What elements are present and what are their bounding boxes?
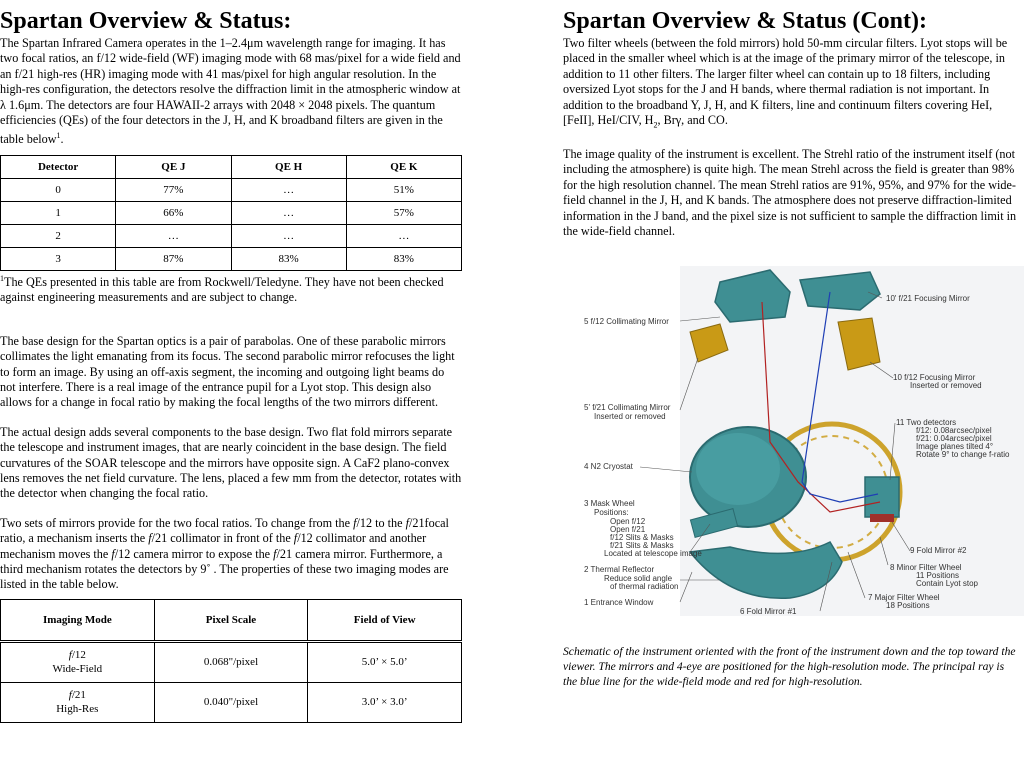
table-cell: 0.040"/pixel bbox=[154, 682, 308, 722]
label-thermal-reflector-note1: Reduce solid angle bbox=[604, 574, 673, 583]
italic-run: f bbox=[353, 515, 357, 530]
table-cell: 2 bbox=[1, 224, 116, 247]
intro-text: The Spartan Infrared Camera operates in the 1–2.4μm wavelength range for imaging. It has two focal ratios, an f/12 wide-field (WF) imaging mode with 68 mas/pixel for a wide field and an f/21 high-res (HR) imaging mode with 41 mas/pixel for high angular resolution. In the high-res configuration, the detectors resolve the diffraction limit in the atmospheric window at λ 1.6μm. The detectors are four HAWAII-2 arrays with 2048 × 2048 pixels. The quantum efficiencies (QEs) of the four detectors in the J, H, and K broadband filters are given in the table below bbox=[0, 36, 461, 147]
mirrors-paragraph bbox=[0, 516, 462, 593]
label-fold-mirror-1: 6 Fold Mirror #1 bbox=[740, 607, 797, 616]
table-row bbox=[1, 201, 462, 224]
mode-ratio: /12 bbox=[71, 649, 86, 662]
italic-run: f bbox=[148, 531, 152, 546]
table-cell: 51% bbox=[346, 178, 461, 201]
label-detectors-f21: f/21: 0.04arcsec/pixel bbox=[916, 434, 992, 443]
qe-header-row bbox=[1, 155, 462, 178]
label-entrance-window: 1 Entrance Window bbox=[584, 598, 654, 607]
table-cell: 87% bbox=[116, 247, 231, 270]
qe-footnote bbox=[0, 271, 462, 306]
mode-cell bbox=[1, 682, 155, 722]
label-f21-collimating-mirror-note: Inserted or removed bbox=[594, 412, 666, 421]
label-mask-wheel-location: Located at telescope image bbox=[604, 549, 702, 558]
label-detectors-f12: f/12: 0.08arcsec/pixel bbox=[916, 426, 992, 435]
subscript-run: 2 bbox=[653, 120, 658, 130]
qe-header-cell: QE J bbox=[116, 155, 231, 178]
label-f21-collimating-mirror: 5' f/21 Collimating Mirror bbox=[584, 403, 671, 412]
table-cell: 57% bbox=[346, 201, 461, 224]
mode-cell bbox=[1, 641, 155, 682]
table-row bbox=[1, 682, 462, 722]
label-f12-focusing-mirror: 10 f/12 Focusing Mirror bbox=[893, 373, 976, 382]
mode-ratio: /21 bbox=[71, 689, 86, 702]
filters-paragraph bbox=[563, 36, 1024, 133]
text-run: /12 camera mirror to expose the bbox=[114, 546, 274, 561]
left-column bbox=[0, 0, 462, 723]
italic-run: f bbox=[111, 546, 115, 561]
text-run: Two filter wheels (between the fold mirrors) hold 50-mm circular filters. Lyot stops will be placed in the smaller wheel which is at the image of the primary mirror of the telescope, in addition to 11 other filters. The larger filter wheel can contain up to 18 filters, including oversized Lyot stops for the J and H bands, where thermal radiation is not important. In addition to the broadband Y, J, H, and K filters, line and continuum filters covering HeI, [FeII], HeI/CIV, H bbox=[563, 36, 1008, 128]
label-mask-wheel: 3 Mask Wheel bbox=[584, 499, 635, 508]
label-thermal-reflector: 2 Thermal Reflector bbox=[584, 565, 655, 574]
table-cell: 66% bbox=[116, 201, 231, 224]
label-major-filter-wheel-pos: 18 Positions bbox=[886, 601, 930, 610]
table-cell: 77% bbox=[116, 178, 231, 201]
qe-table bbox=[0, 155, 462, 271]
table-cell: 83% bbox=[346, 247, 461, 270]
table-cell: … bbox=[346, 224, 461, 247]
label-f12-collimating-mirror: 5 f/12 Collimating Mirror bbox=[584, 317, 669, 326]
table-cell: … bbox=[231, 224, 346, 247]
base-design-paragraph: The base design for the Spartan optics is a pair of parabolas. One of these parabolic mirrors collimates the light emanating from its focus. The second parabolic mirror refocuses the light to form an image. By using an off-axis segment, the incoming and outgoing light beams do not interfere. There is a real image of the entrance pupil for a Lyot stop. This design also allows for a change in focal ratio by making the focal lengths of the two mirrors different. bbox=[0, 333, 455, 410]
text-run: /21focal ratio, a mechanism inserts the bbox=[0, 515, 449, 546]
cryostat-face bbox=[696, 433, 780, 505]
label-mask-wheel-pos3: f/12 Slits & Masks bbox=[610, 533, 674, 542]
label-minor-filter-wheel-pos: 11 Positions bbox=[916, 571, 959, 580]
figure-caption: Schematic of the instrument oriented with the front of the instrument down and the top toward the viewer. The mirrors and 4-eye are positioned for the high-resolution mode. The principal ray is the blue line for the wide-field mode and red for high-resolution. bbox=[563, 644, 1016, 689]
table-row bbox=[1, 641, 462, 682]
label-major-filter-wheel: 7 Major Filter Wheel bbox=[868, 593, 940, 602]
text-run: , Brγ, and CO. bbox=[657, 113, 728, 128]
text-run: Two sets of mirrors provide for the two focal ratios. To change from the bbox=[0, 515, 354, 530]
label-fold-mirror-2: 9 Fold Mirror #2 bbox=[910, 546, 967, 555]
table-cell: … bbox=[231, 201, 346, 224]
qe-header-cell: Detector bbox=[1, 155, 116, 178]
text-run: /12 to the bbox=[356, 515, 406, 530]
left-title: Spartan Overview & Status: bbox=[0, 8, 292, 34]
table-cell: 1 bbox=[1, 201, 116, 224]
label-f21-focusing-mirror: 10' f/21 Focusing Mirror bbox=[886, 294, 970, 303]
table-cell: … bbox=[231, 178, 346, 201]
label-mask-wheel-pos4: f/21 Slits & Masks bbox=[610, 541, 674, 550]
intro-footnote-marker: 1 bbox=[56, 131, 61, 141]
modes-header-cell: Field of View bbox=[308, 599, 462, 641]
modes-header-cell: Imaging Mode bbox=[1, 599, 155, 641]
mode-f: f bbox=[68, 649, 72, 662]
italic-run: f bbox=[293, 531, 298, 546]
label-cryostat: 4 N2 Cryostat bbox=[584, 462, 633, 471]
footnote-text: The QEs presented in this table are from Rockwell/Teledyne. They have not been checked against engineering measurements and are subject to change. bbox=[0, 274, 444, 305]
label-detectors-tilt: Image planes tilted 4° bbox=[916, 442, 994, 451]
modes-header-cell: Pixel Scale bbox=[154, 599, 308, 641]
footnote-marker: 1 bbox=[0, 273, 4, 283]
table-row bbox=[1, 247, 462, 270]
instrument-schematic bbox=[580, 262, 1024, 624]
table-cell: 0.068"/pixel bbox=[154, 641, 308, 682]
image-quality-paragraph: The image quality of the instrument is excellent. The Strehl ratio of the instrument itself (not including the atmosphere) is quite high. The mean Strehl across the field is greater than 98% for the high resolution channel. The mean Strehl ratios are 91%, 95%, and 97% for the wide-field channel in the J, H, and K bands. The atmosphere does not preserve diffraction-limited information in the J band, and the pixel size is not sufficient to sample the diffraction limit in the wide-field channel. bbox=[563, 146, 1017, 238]
table-cell: 0 bbox=[1, 178, 116, 201]
mode-f: f bbox=[68, 689, 72, 702]
table-row bbox=[1, 224, 462, 247]
mode-name: High-Res bbox=[56, 703, 99, 716]
table-cell: 5.0’ × 5.0’ bbox=[308, 641, 462, 682]
mode-name: Wide-Field bbox=[52, 663, 103, 676]
label-mask-wheel-pos1: Open f/12 bbox=[610, 517, 646, 526]
detector-housing bbox=[865, 477, 899, 517]
label-detectors: 11 Two detectors bbox=[896, 418, 957, 427]
label-minor-filter-wheel: 8 Minor Filter Wheel bbox=[890, 563, 962, 572]
label-thermal-reflector-note2: of thermal radiation bbox=[610, 582, 679, 591]
label-f12-focusing-mirror-note: Inserted or removed bbox=[910, 381, 982, 390]
qe-header-cell: QE K bbox=[346, 155, 461, 178]
table-cell: 3.0’ × 3.0’ bbox=[308, 682, 462, 722]
detector-red bbox=[870, 514, 894, 522]
label-detectors-rotate: Rotate 9° to change f-ratio bbox=[916, 450, 1010, 459]
intro-paragraph bbox=[0, 36, 462, 148]
italic-run: f bbox=[405, 515, 409, 530]
right-column bbox=[563, 0, 1024, 239]
label-mask-wheel-pos2: Open f/21 bbox=[610, 525, 646, 534]
table-cell: … bbox=[116, 224, 231, 247]
actual-design-paragraph: The actual design adds several components to the base design. Two flat fold mirrors separate the telescope and instrument images, that are nearly coincident in the base design. The field curvatures of the SOAR telescope and the mirrors have opposite sign. A CaF2 plano-convex lens removes the net field curvature. The lens, placed a few mm from the detector, rotates with the detector when changing the focal ratio. bbox=[0, 424, 462, 501]
italic-run: f bbox=[273, 546, 277, 561]
right-title: Spartan Overview & Status (Cont): bbox=[563, 8, 927, 34]
label-mask-wheel-positions: Positions: bbox=[594, 508, 629, 517]
table-row bbox=[1, 178, 462, 201]
label-minor-filter-wheel-lyot: Contain Lyot stop bbox=[916, 579, 978, 588]
text-run: /12 collimator and another mechanism moves the bbox=[0, 531, 427, 561]
text-run: /21 collimator in front of the bbox=[151, 531, 294, 546]
table-cell: 83% bbox=[231, 247, 346, 270]
imaging-modes-table bbox=[0, 599, 462, 723]
qe-header-cell: QE H bbox=[231, 155, 346, 178]
text-run: /21 camera mirror. Furthermore, a third mechanism rotates the detectors by 9˚ . The properties of these two imaging modes are listed in the table below. bbox=[0, 546, 449, 592]
modes-header-row bbox=[1, 599, 462, 641]
intro-end: . bbox=[60, 132, 64, 147]
table-cell: 3 bbox=[1, 247, 116, 270]
